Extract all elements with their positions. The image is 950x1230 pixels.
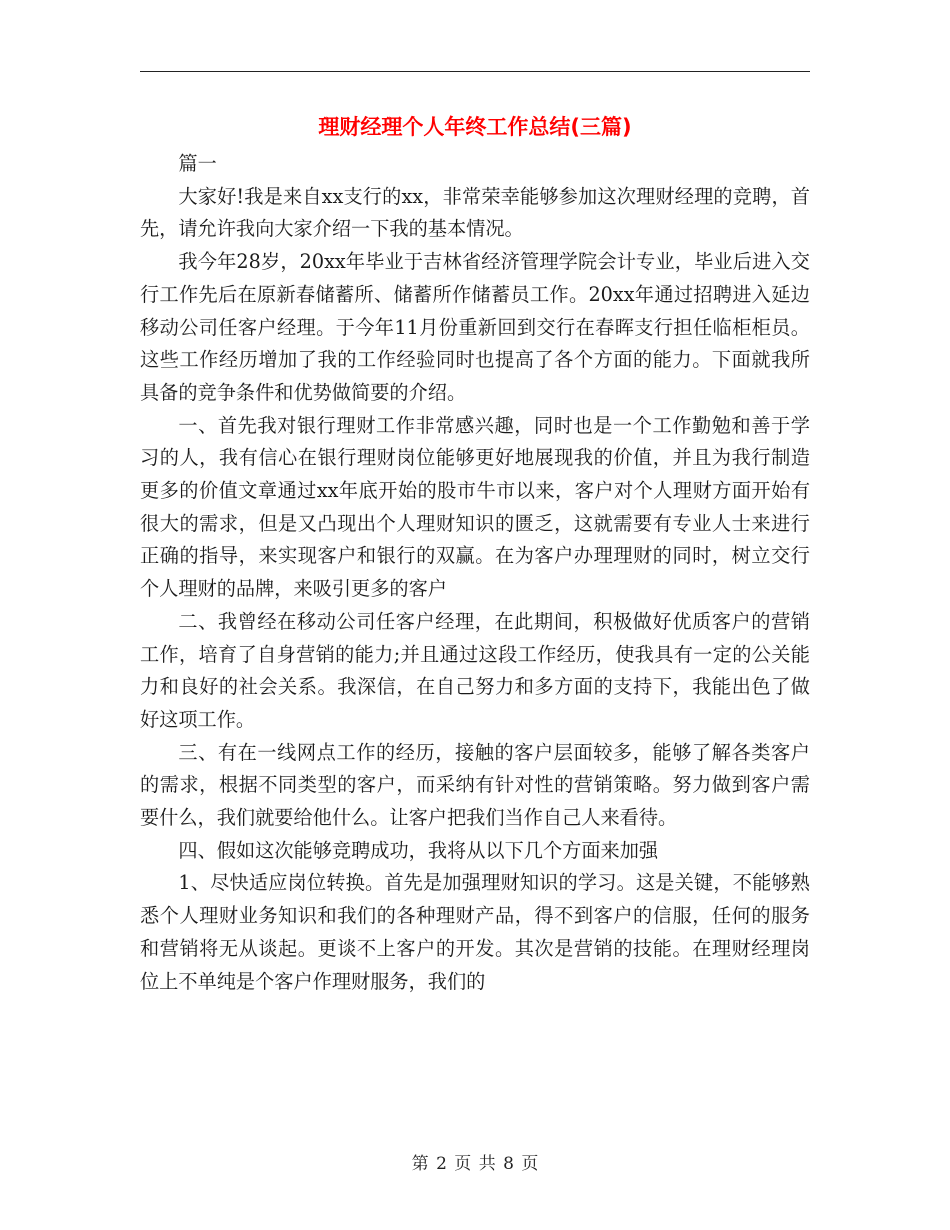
body-paragraph: 一、首先我对银行理财工作非常感兴趣，同时也是一个工作勤勉和善于学习的人，我有信心在银行理财岗位能够更好地展现我的价值，并且为我行制造更多的价值文章通过xx年底开始的股市牛市以来，客户对个人理财方面开始有很大的需求，但是又凸现出个人理财知识的匮乏，这就需要有专业人士来进行正确的指导，来实现客户和银行的双赢。在为客户办理理财的同时，树立交行个人理财的品牌，来吸引更多的客户	[140, 413, 810, 601]
header-rule	[140, 71, 810, 72]
body-paragraph: 我今年28岁，20xx年毕业于吉林省经济管理学院会计专业，毕业后进入交行工作先后在原新春储蓄所、储蓄所作储蓄员工作。20xx年通过招聘进入延边移动公司任客户经理。于今年11月份重新回到交行在春晖支行担任临柜柜员。这些工作经历增加了我的工作经验同时也提高了各个方面的能力。下面就我所具备的竞争条件和优势做简要的介绍。	[140, 250, 810, 404]
document-body	[140, 148, 810, 998]
body-paragraph: 1、尽快适应岗位转换。首先是加强理财知识的学习。这是关键，不能够熟悉个人理财业务知识和我们的各种理财产品，得不到客户的信服，任何的服务和营销将无从谈起。更谈不上客户的开发。其次是营销的技能。在理财经理岗位上不单纯是个客户作理财服务，我们的	[140, 871, 810, 993]
page-number: 第 2 页 共 8 页	[411, 1154, 539, 1174]
document-title: 理财经理个人年终工作总结(三篇)	[318, 115, 632, 139]
section-heading: 篇一	[178, 152, 217, 175]
body-paragraph: 大家好!我是来自xx支行的xx，非常荣幸能够参加这次理财经理的竞聘，首先，请允许我向大家介绍一下我的基本情况。	[140, 184, 810, 241]
body-paragraph: 二、我曾经在移动公司任客户经理，在此期间，积极做好优质客户的营销工作，培育了自身营销的能力;并且通过这段工作经历，使我具有一定的公关能力和良好的社会关系。我深信，在自己努力和多方面的支持下，我能出色了做好这项工作。	[140, 609, 810, 731]
body-paragraph: 三、有在一线网点工作的经历，接触的客户层面较多，能够了解各类客户的需求，根据不同类型的客户，而采纳有针对性的营销策略。努力做到客户需要什么，我们就要给他什么。让客户把我们当作自己人来看待。	[140, 740, 810, 830]
body-paragraph: 四、假如这次能够竞聘成功，我将从以下几个方面来加强	[178, 838, 659, 862]
